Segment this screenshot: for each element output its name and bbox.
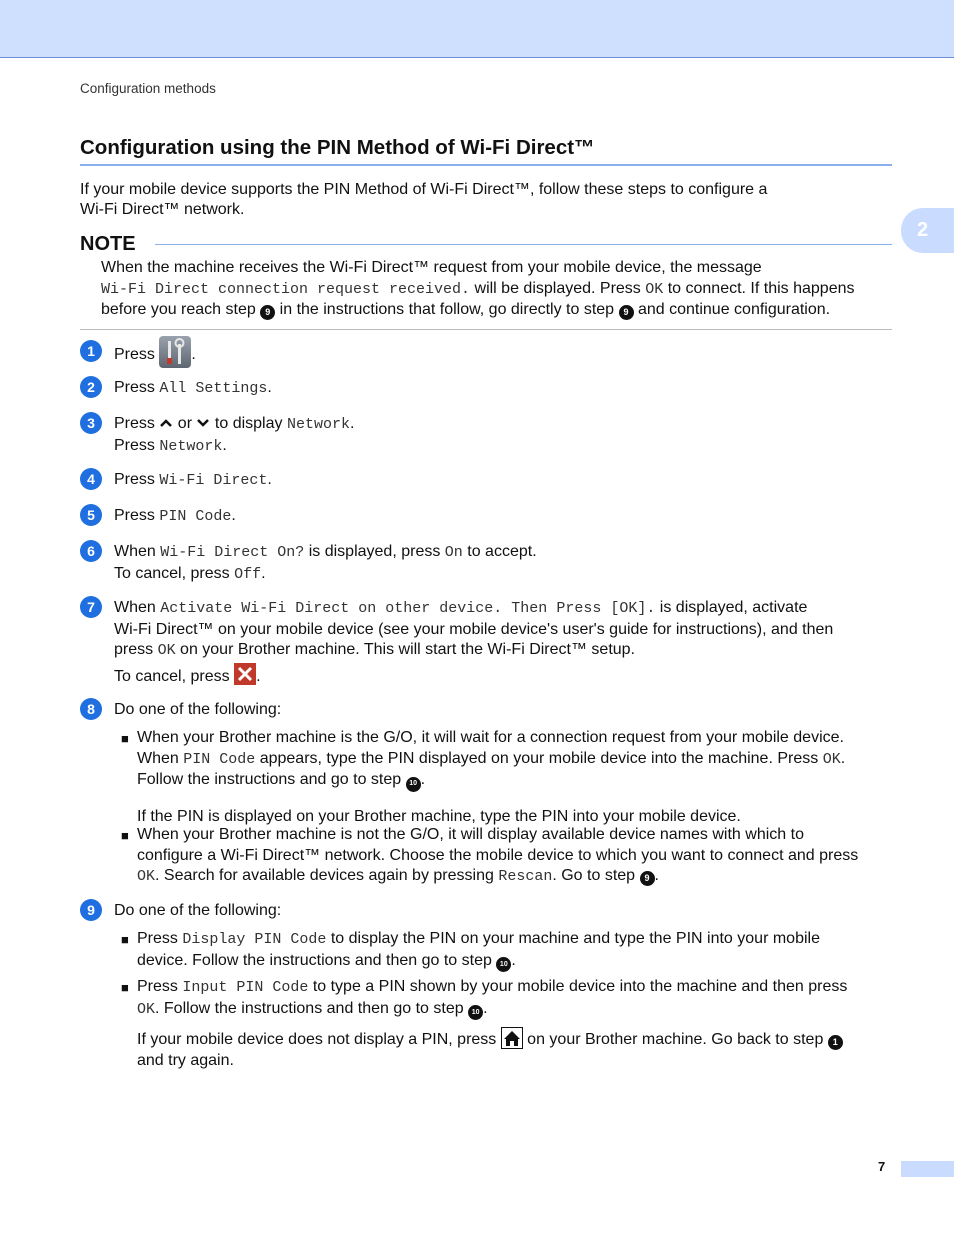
step-9-option-2: Press Input PIN Code to type a PIN shown by your mobile device into the machine and then press OK. Follow the instructions and then go to step 10 . — [137, 977, 892, 1020]
step-number: 7 — [80, 596, 102, 618]
step-3-text: Press or to display Network. Press Network. — [114, 415, 355, 455]
bullet-icon: ■ — [121, 980, 129, 995]
step-reference: 9 — [260, 305, 275, 320]
cancel-x-icon — [234, 663, 256, 685]
step-8-intro: Do one of the following: — [114, 701, 282, 718]
step-1-text: Press . — [114, 342, 892, 368]
step-9-intro: Do one of the following: — [114, 902, 282, 919]
step-number: 2 — [80, 376, 102, 398]
step-6-text: When Wi-Fi Direct On? is displayed, press On to accept. To cancel, press Off. — [114, 543, 537, 583]
note-divider — [155, 244, 892, 245]
bullet-icon: ■ — [121, 932, 129, 947]
step-5-text: Press PIN Code. — [114, 507, 236, 525]
step-9-option-1: Press Display PIN Code to display the PIN on your machine and type the PIN into your mobile device. Follow the instructions and then go to step 10 . — [137, 929, 892, 972]
chevron-up-icon — [159, 415, 173, 432]
note-body: When the machine receives the Wi-Fi Direct™ request from your mobile device, the message Wi-Fi Direct connection request received. will be displayed. Press OK to connect. If this happens before you reach step 9 in the instructions that follow, go directly to step 9 and continue configuration. — [101, 259, 855, 318]
chapter-tab: 2 — [901, 208, 954, 253]
home-icon — [501, 1027, 523, 1049]
page-header-band — [0, 0, 954, 58]
step-number: 6 — [80, 540, 102, 562]
footer-bar — [901, 1161, 954, 1177]
breadcrumb: Configuration methods — [80, 81, 216, 96]
step-reference: 10 — [406, 777, 421, 792]
step-9-note: If your mobile device does not display a PIN, press on your Brother machine. Go back to step 1 and try again. — [137, 1030, 892, 1071]
step-2-text: Press All Settings. — [114, 379, 272, 397]
step-number: 8 — [80, 698, 102, 720]
step-reference: 10 — [468, 1005, 483, 1020]
intro-paragraph: If your mobile device supports the PIN Method of Wi-Fi Direct™, follow these steps to configure a Wi-Fi Direct™ network. — [80, 181, 768, 218]
step-reference: 9 — [640, 871, 655, 886]
step-4-text: Press Wi-Fi Direct. — [114, 471, 272, 489]
bullet-icon: ■ — [121, 828, 129, 843]
note-end-rule — [80, 329, 892, 330]
step-number: 5 — [80, 504, 102, 526]
chevron-down-icon — [196, 415, 210, 432]
note-title: NOTE — [80, 233, 136, 255]
step-reference: 9 — [619, 305, 634, 320]
step-8-option-2: When your Brother machine is not the G/O, it will display available device names with which to configure a Wi-Fi Direct™ network. Choose the mobile device to which you want to connect and press OK. Search for available devices again by pressing Rescan. Go to step 9 . — [137, 826, 859, 885]
step-number: 4 — [80, 468, 102, 490]
step-8-option-1: When your Brother machine is the G/O, it will wait for a connection request from your mobile device. When PIN Code appears, type the PIN displayed on your mobile device into the machine. Press OK. Follow the instructions and go to step 10 . If the PIN is displayed on your Brother machine, type the PIN into your mobile device. — [137, 729, 846, 825]
step-reference: 10 — [496, 957, 511, 972]
bullet-icon: ■ — [121, 731, 129, 746]
step-7-text: When Activate Wi-Fi Direct on other device. Then Press [OK]. is displayed, activate Wi-Fi Direct™ on your mobile device (see your mobile device's user's guide for instructions), and then press OK on your Brother machine. This will start the Wi-Fi Direct™ setup. To cancel, press . — [114, 599, 834, 685]
step-number: 3 — [80, 412, 102, 434]
step-number: 9 — [80, 899, 102, 921]
step-reference: 1 — [828, 1035, 843, 1050]
tools-icon — [159, 336, 191, 368]
section-heading: Configuration using the PIN Method of Wi-Fi Direct™ — [80, 136, 892, 166]
page-number: 7 — [878, 1159, 886, 1174]
step-number: 1 — [80, 340, 102, 362]
